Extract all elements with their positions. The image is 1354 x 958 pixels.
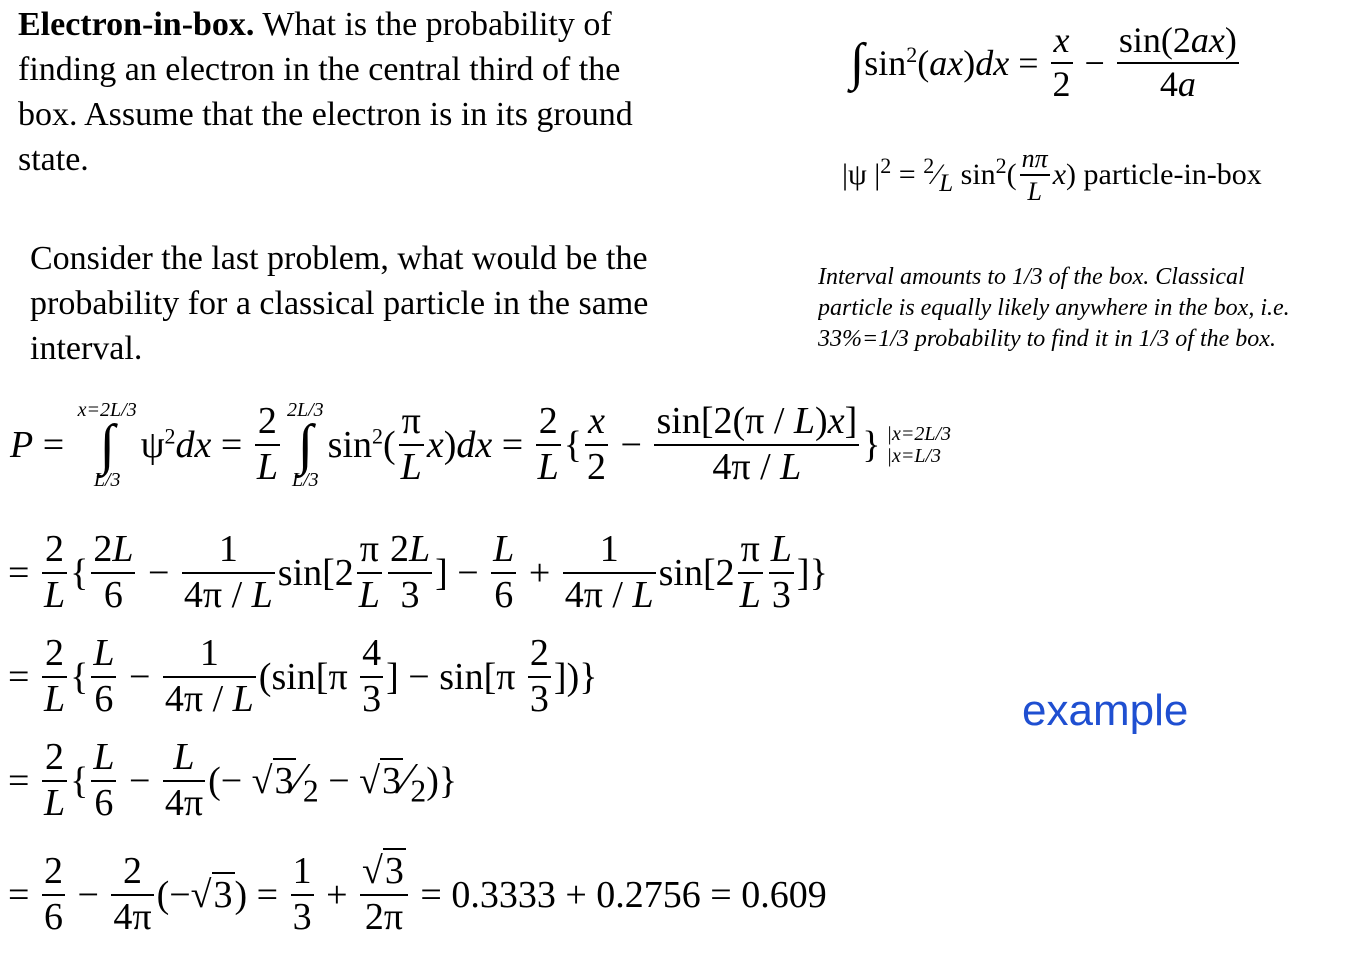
example-label: example	[1022, 686, 1189, 735]
classical-note	[818, 262, 1354, 355]
note-line-3: 33%=1/3 probability to find it in 1/3 of the box.	[818, 326, 1276, 352]
note-line-2: particle is equally likely anywhere in the box, i.e.	[818, 295, 1290, 321]
note-line-1: Interval amounts to 1/3 of the box. Classical	[818, 264, 1245, 290]
derivation-line-2: = $\frac{2}{L}$ { $\frac{2L}{6}$ − $\frac{1}{4\pi / L}$ sin[2 $\frac{\pi}{L}$ $\frac{2L}{3}$ ] − $\frac{L}{6}$ + $\frac{1}{4\pi / L}$ sin[2 $\frac{\pi}{L}$ $\frac{L}{3}$ ]}	[8, 528, 828, 616]
derivation-line-1: P = x=2L/3 ∫ L/3 $\psi^2dx$ = $\frac{2}{L}$ 2L/3 ∫ L/3 $\sin^2$( $\frac{\pi}{L}$ x)dx = $\frac{2}{L}$ { $\frac{x}{2}$ − $\frac{\sin[2(\pi / L)x]}{4\pi / L}$ } |x=2L/3 |x=L/3	[10, 399, 952, 492]
derivation-result: 0.3333 + 0.2756 = 0.609	[451, 873, 827, 916]
derivation-line-4: = $\frac{2}{L}$ { $\frac{L}{6}$ − $\frac{L}{4\pi}$ (− $√3⁄_2$ − $√3⁄_2$)}	[8, 736, 458, 824]
problem-title: Electron-in-box.	[18, 6, 255, 43]
followup-question: Consider the last problem, what would be the probability for a classical particle in the same interval.	[30, 240, 649, 367]
problem-text: What is the probability of finding an electron in the central third of the box. Assume that the electron is in its ground state.	[18, 6, 633, 178]
integral-identity-formula: ∫ $\sin^2(ax)dx$ = $\frac{x}{2}$ − $\frac{\sin(2ax)}{4a}$	[850, 20, 1237, 104]
derivation-line-3: = $\frac{2}{L}$ { $\frac{L}{6}$ − $\frac{1}{4\pi / L}$ (sin[π $\frac{4}{3}$ ] − sin[π $\frac{2}{3}$ ])}	[8, 632, 598, 720]
problem-statement	[18, 2, 678, 182]
psi-label: particle-in-box	[1083, 158, 1262, 192]
derivation-line-5: = $\frac{2}{6}$ − $\frac{2}{4\pi}$ (−√3) = $\frac{1}{3}$ + $\frac{√3}{2\pi}$ = 0.3333 + 0.2756 = 0.609	[8, 850, 827, 938]
psi-squared-formula: |ψ $|^2$ = $^2⁄_L$ $\sin^2$( $\frac{n\pi}{L}$ x ) particle-in-box	[842, 144, 1262, 207]
